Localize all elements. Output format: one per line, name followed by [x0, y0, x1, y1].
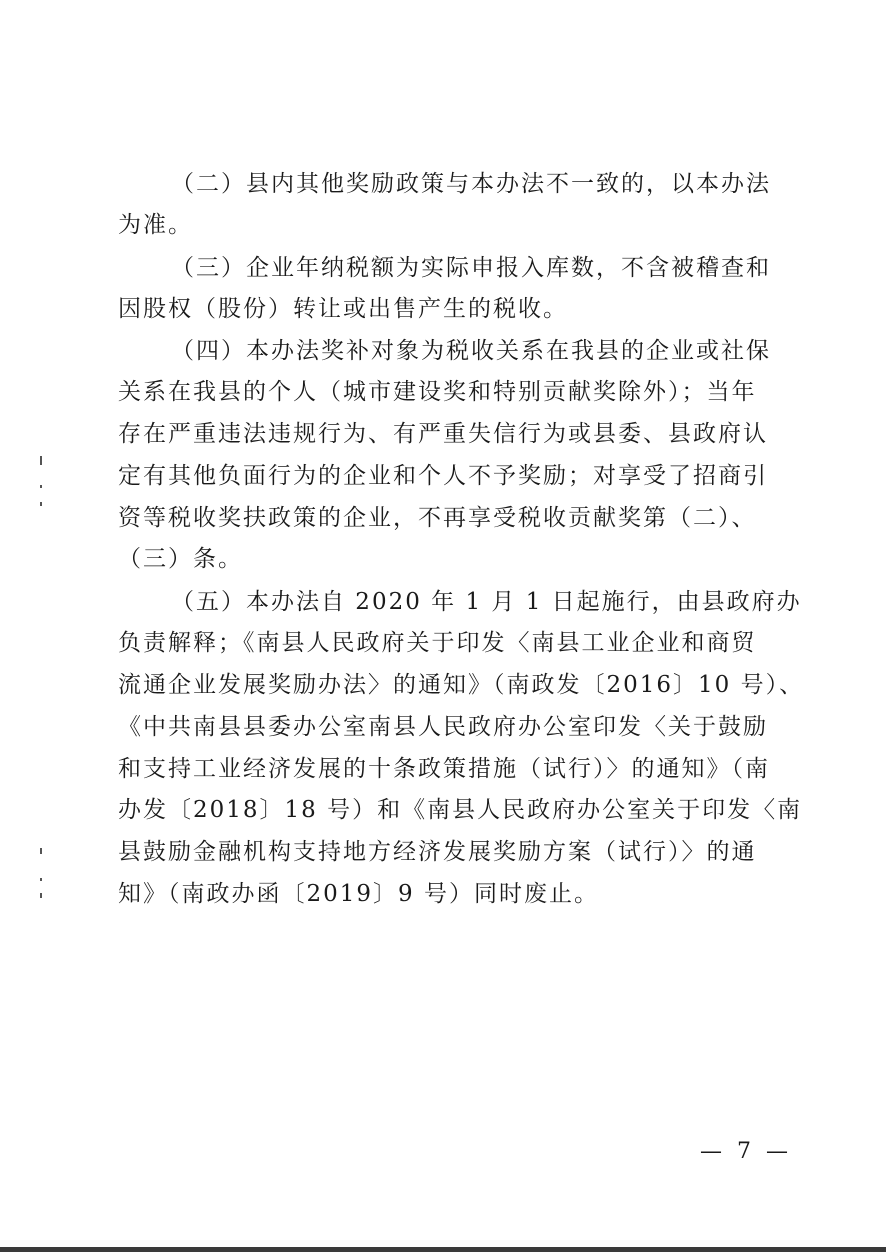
- paragraph-4-line-4: 定有其他负面行为的企业和个人不予奖励；对享受了招商引: [118, 463, 768, 489]
- margin-mark: [40, 893, 42, 898]
- paragraph-5-line-7: 县鼓励金融机构支持地方经济发展奖励方案（试行）〉的通: [118, 839, 757, 865]
- paragraph-3-line-1: （三）企业年纳税额为实际申报入库数，不含被稽查和: [171, 255, 771, 281]
- paragraph-4-line-3: 存在严重违法违规行为、有严重失信行为或县委、县政府认: [118, 421, 768, 447]
- paragraph-4-line-5: 资等税收奖扶政策的企业，不再享受税收贡献奖第（二）、: [118, 505, 757, 531]
- page-number: — 7 —: [700, 1139, 792, 1164]
- paragraph-5-line-3: 流通企业发展奖励办法〉的通知》（南政发〔2016〕10 号）、: [118, 672, 805, 698]
- scan-bottom-edge: [0, 1247, 886, 1252]
- paragraph-4-line-1: （四）本办法奖补对象为税收关系在我县的企业或社保: [171, 338, 771, 364]
- paragraph-2-line-1: （二）县内其他奖励政策与本办法不一致的，以本办法: [171, 171, 771, 197]
- paragraph-5-line-8: 知》（南政办函〔2019〕9 号）同时废止。: [118, 881, 599, 907]
- paragraph-5-line-6: 办发〔2018〕18 号）和《南县人民政府办公室关于印发〈南: [118, 797, 803, 823]
- paragraph-4-line-2: 关系在我县的个人（城市建设奖和特别贡献奖除外）；当年: [118, 379, 757, 405]
- margin-mark: [40, 878, 42, 881]
- margin-mark: [40, 502, 42, 506]
- margin-mark: [40, 848, 42, 854]
- paragraph-4-line-6: （三）条。: [118, 546, 243, 572]
- paragraph-2-line-2: 为准。: [118, 212, 193, 238]
- paragraph-5-line-1: （五）本办法自 2020 年 1 月 1 日起施行，由县政府办: [171, 589, 802, 615]
- margin-mark: [40, 456, 42, 465]
- paragraph-3-line-2: 因股权（股份）转让或出售产生的税收。: [118, 296, 568, 322]
- margin-mark: [40, 485, 42, 488]
- paragraph-5-line-4: 《中共南县县委办公室南县人民政府办公室印发〈关于鼓励: [118, 714, 768, 740]
- paragraph-5-line-5: 和支持工业经济发展的十条政策措施（试行）〉的通知》（南: [118, 756, 770, 782]
- paragraph-5-line-2: 负责解释；《南县人民政府关于印发〈南县工业企业和商贸: [118, 630, 757, 656]
